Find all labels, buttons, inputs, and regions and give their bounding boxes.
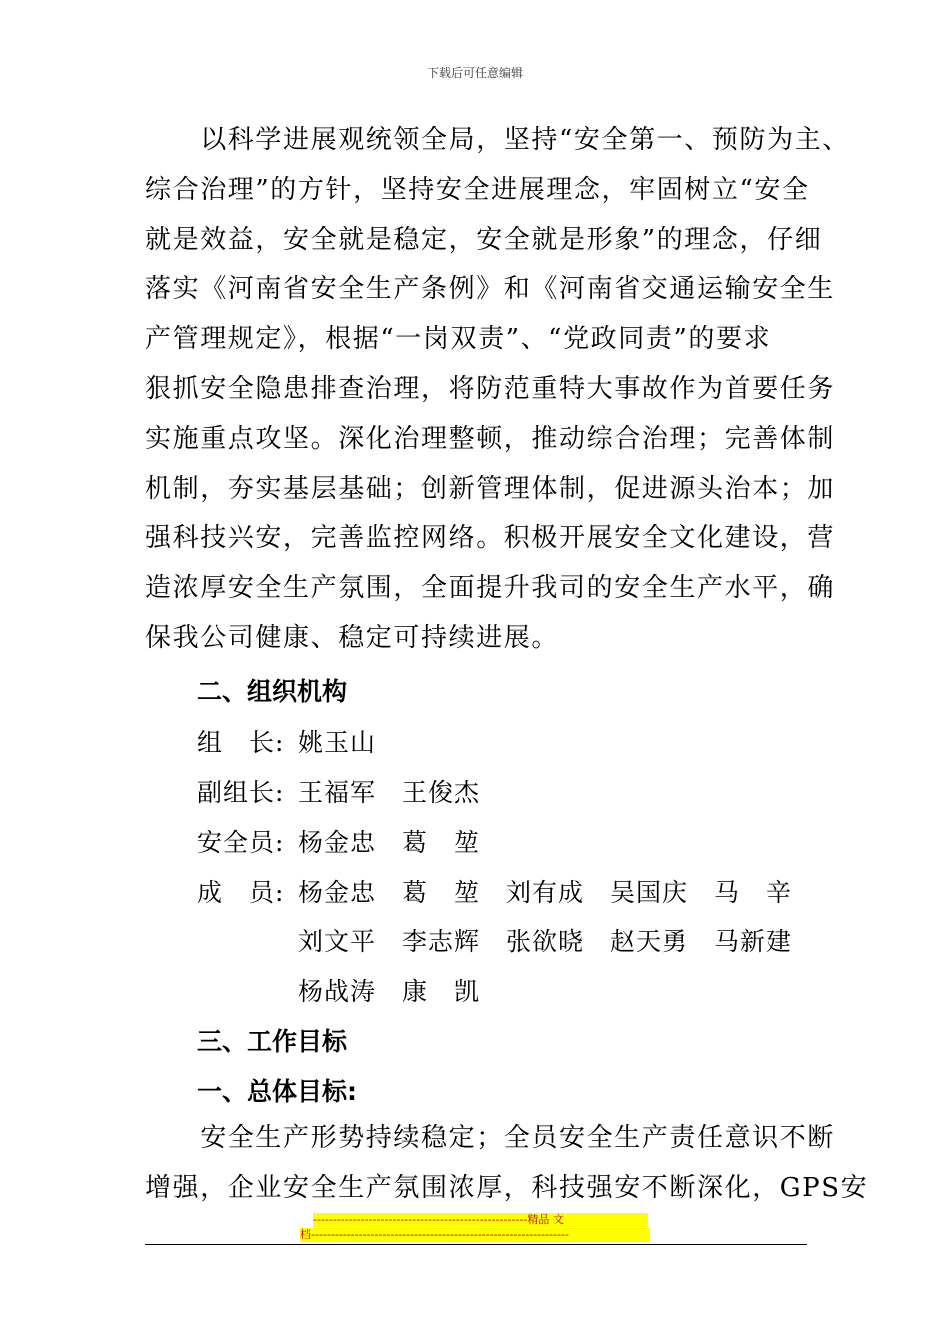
intro-line: 狠抓安全隐患排查治理，将防范重特大事故作为首要任务	[145, 373, 836, 404]
intro-line: 造浓厚安全生产氛围，全面提升我司的安全生产水平，确	[145, 573, 836, 604]
members-line: 刘文平 李志辉 张欲晓 赵天勇 马新建	[298, 927, 793, 956]
members-label: 成 员:	[197, 878, 285, 907]
deputy-value: 王福军 王俊杰	[298, 778, 481, 807]
intro-paragraph	[145, 116, 850, 664]
goals-line: 增强，企业安全生产氛围浓厚，科技强安不断深化，GPS安	[145, 1172, 869, 1203]
safety-officer-label: 安全员:	[197, 828, 285, 857]
leader-value: 姚玉山	[298, 728, 377, 757]
goals-line: 安全生产形势持续稳定；全员安全生产责任意识不断	[145, 1123, 836, 1153]
intro-line: 保我公司健康、稳定可持续进展。	[145, 622, 560, 653]
intro-line: 实施重点攻坚。深化治理整顿，推动综合治理；完善体制	[145, 423, 836, 454]
intro-line: 以科学进展观统领全局，坚持“安全第一、预防为主、	[145, 125, 850, 155]
subsection-heading-overall: 一、总体目标:	[197, 1077, 357, 1106]
safety-officer-value: 杨金忠 葛 堃	[298, 828, 481, 857]
watermark-line-1: ------------------------------------------------------精品 文	[313, 1213, 648, 1227]
intro-line: 就是效益，安全就是稳定，安全就是形象”的理念，仔细	[145, 224, 823, 255]
members-line: 杨金忠 葛 堃 刘有成 吴国庆 马 辛	[298, 878, 793, 907]
leader-label: 组 长:	[197, 728, 285, 757]
page-header: 下载后可任意编辑	[426, 66, 523, 80]
intro-line: 强科技兴安，完善监控网络。积极开展安全文化建设，营	[145, 523, 836, 554]
goals-paragraph	[145, 1114, 869, 1214]
intro-line: 产管理规定》，根据“一岗双责”、“党政同责”的要求	[145, 324, 772, 355]
section-heading-organization: 二、组织机构	[197, 677, 348, 706]
members-line: 杨战涛 康 凯	[298, 977, 481, 1006]
intro-line: 综合治理”的方针，坚持安全进展理念，牢固树立“安全	[145, 174, 810, 205]
deputy-label: 副组长:	[197, 778, 285, 807]
section-heading-goals: 三、工作目标	[197, 1027, 348, 1056]
intro-line: 机制，夯实基层基础；创新管理体制，促进源头治本；加	[145, 473, 836, 504]
footer-divider	[145, 1244, 807, 1245]
watermark-line-2: 档-----------------------------------------------------------------	[300, 1228, 650, 1242]
intro-line: 落实《河南省安全生产条例》和《河南省交通运输安全生	[145, 274, 836, 305]
